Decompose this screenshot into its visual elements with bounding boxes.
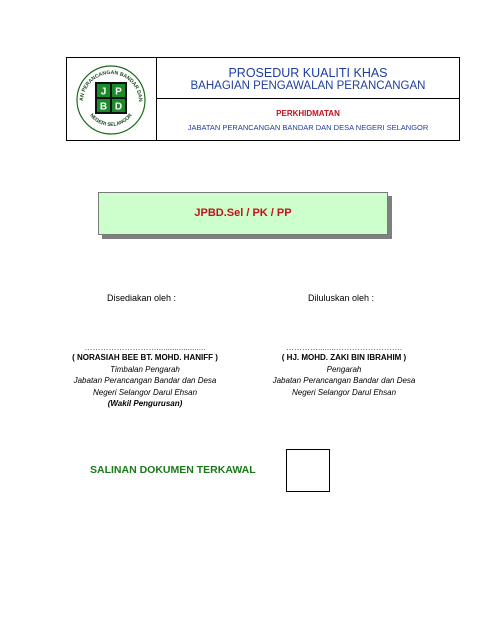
jpbd-selangor-logo-icon — [73, 62, 149, 136]
title-row — [157, 58, 459, 99]
approved-by-label: Diluluskan oleh : — [308, 293, 375, 303]
preparer-name: ( NORASIAH BEE BT. MOHD. HANIFF ) — [72, 353, 218, 362]
department-name: JABATAN PERANCANGAN BANDAR DAN DESA NEGERI SELANGOR — [187, 123, 429, 132]
logo-ring-text: AN PERANCANGAN BANDAR DAN — [78, 69, 144, 102]
controlled-copy-checkbox[interactable] — [286, 449, 330, 492]
document-title: PROSEDUR KUALITI KHAS — [228, 66, 388, 80]
preparer-position: Timbalan Pengarah — [110, 364, 180, 374]
document-code: JPBD.Sel / PK / PP — [194, 207, 292, 219]
signature-line: …………........……………………. — [285, 343, 402, 352]
document-code-box — [98, 192, 388, 235]
logo-cell — [67, 58, 157, 140]
svg-text:P: P — [115, 86, 122, 98]
approver-name: ( HJ. MOHD. ZAKI BIN IBRAHIM ) — [281, 353, 407, 362]
preparer-role: (Wakil Pengurusan) — [107, 399, 183, 408]
approver-position: Pengarah — [326, 364, 362, 374]
preparer-department-line2: Negeri Selangor Darul Ehsan — [92, 387, 198, 397]
prepared-by-label: Disediakan oleh : — [107, 293, 177, 303]
signature-line: ………………………...................... — [84, 343, 206, 352]
prepared-signature-block — [45, 344, 245, 410]
controlled-copy-label: SALINAN DOKUMEN TERKAWAL — [90, 464, 256, 476]
subtitle-row — [157, 99, 459, 140]
approved-signature-block — [244, 344, 444, 398]
service-label: PERKHIDMATAN — [276, 109, 340, 118]
logo-bottom-text: NEGERI SELANGOR — [88, 112, 134, 129]
approver-department-line1: Jabatan Perancangan Bandar dan Desa — [272, 376, 416, 385]
svg-text:B: B — [99, 101, 108, 113]
approver-department-line2: Negeri Selangor Darul Ehsan — [291, 387, 397, 397]
header-table — [66, 57, 460, 141]
division-subtitle: BAHAGIAN PENGAWALAN PERANCANGAN — [190, 80, 426, 92]
preparer-department-line1: Jabatan Perancangan Bandar dan Desa — [73, 376, 217, 385]
svg-text:J: J — [100, 86, 107, 98]
svg-text:D: D — [114, 101, 123, 113]
